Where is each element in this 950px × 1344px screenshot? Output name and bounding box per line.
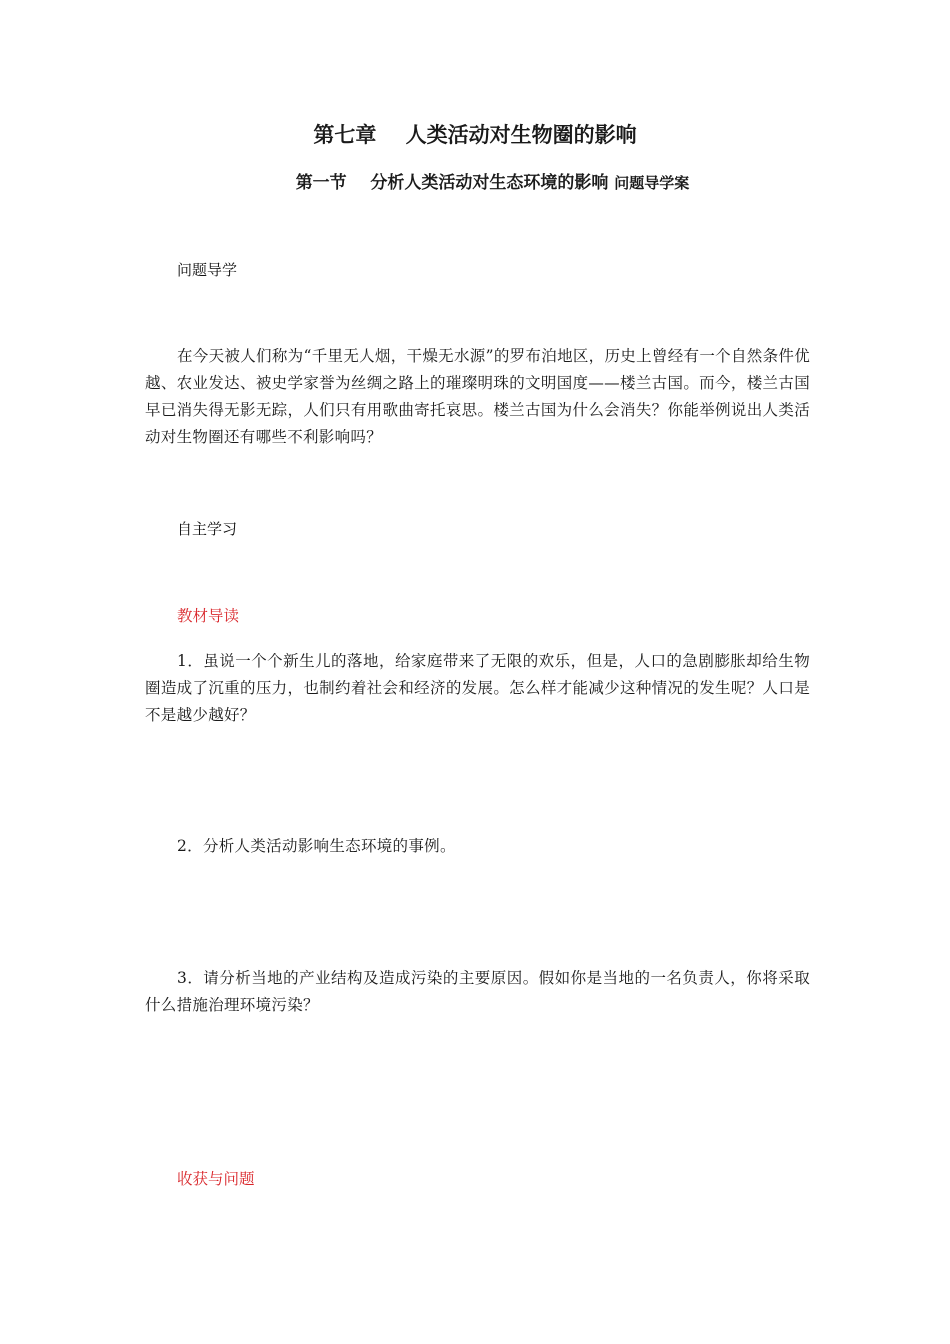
heading-textbook-guide: 教材导读 <box>177 607 240 625</box>
intro-paragraph: 在今天被人们称为“千里无人烟，干燥无水源”的罗布泊地区，历史上曾经有一个自然条件优越、农业发达、被史学家誉为丝绸之路上的璀璨明珠的文明国度——楼兰古国。而今，楼兰古国早已消失得无影无踪，人们只有用歌曲寄托哀思。楼兰古国为什么会消失？你能举例说出人类活动对生物圈还有哪些不利影响吗？ <box>145 347 810 446</box>
section-title <box>0 171 950 195</box>
question-3: 3．请分析当地的产业结构及造成污染的主要原因。假如你是当地的一名负责人，你将采取什么措施治理环境污染？ <box>145 969 810 1014</box>
section-title-text: 第一节 分析人类活动对生态环境的影响 <box>295 173 609 193</box>
chapter-title: 第七章 人类活动对生物圈的影响 <box>313 122 637 147</box>
question-2: 2．分析人类活动影响生态环境的事例。 <box>177 837 456 855</box>
heading-self-study: 自主学习 <box>177 520 238 538</box>
heading-problem-guide: 问题导学 <box>177 261 238 279</box>
section-title-suffix: 问题导学案 <box>614 174 690 192</box>
question-1: 1．虽说一个个新生儿的落地，给家庭带来了无限的欢乐，但是，人口的急剧膨胀却给生物圈造成了沉重的压力，也制约着社会和经济的发展。怎么样才能减少这种情况的发生呢？人口是不是越少越好？ <box>145 652 810 724</box>
heading-harvest-questions: 收获与问题 <box>177 1170 255 1188</box>
